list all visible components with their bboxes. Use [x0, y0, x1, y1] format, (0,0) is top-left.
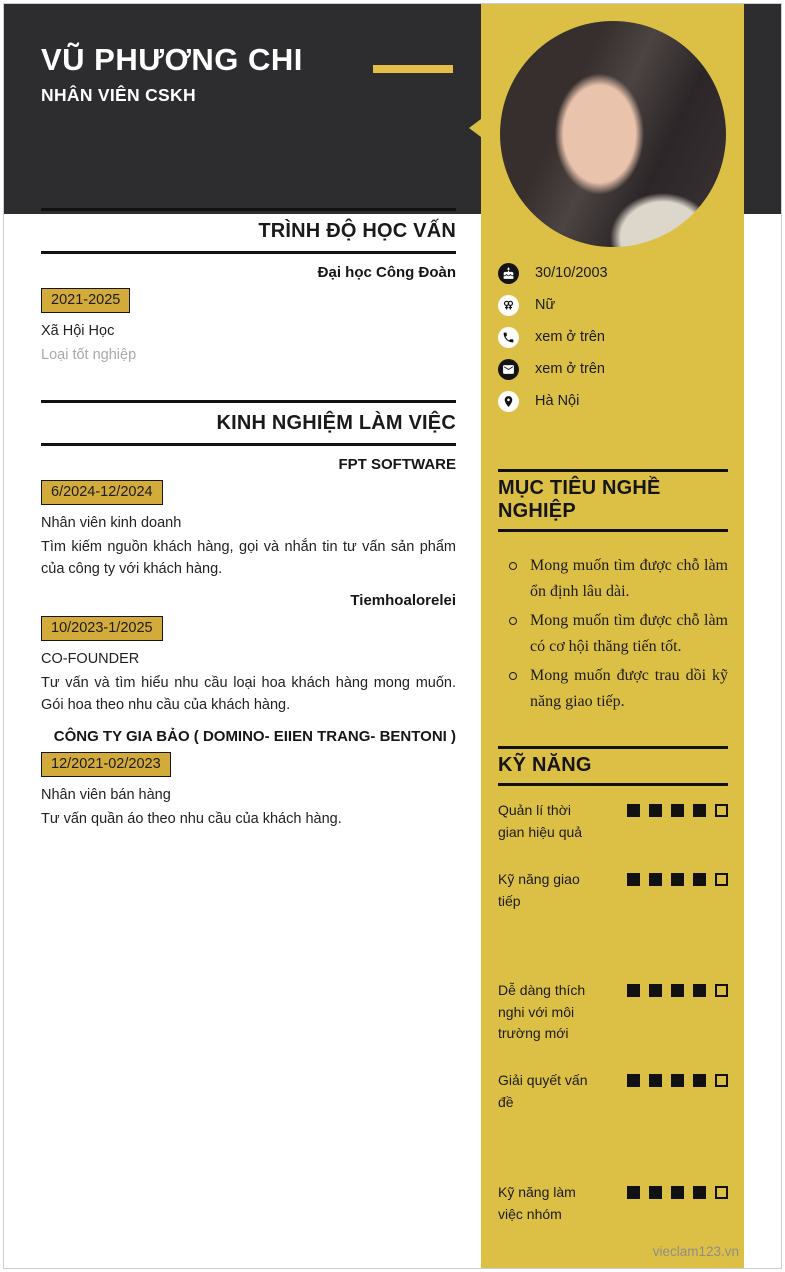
skill-row: [498, 980, 728, 1070]
gender-icon: [498, 295, 519, 316]
job-company: Tiemhoalorelei: [350, 592, 456, 609]
email-value: xem ở trên: [535, 361, 605, 377]
skill-square: [671, 804, 684, 817]
objective-list: [498, 553, 728, 715]
skill-label: Giải quyết vấn đề: [498, 1072, 588, 1110]
experience-section-title: KINH NGHIỆM LÀM VIỆC: [41, 400, 456, 446]
job-period-badge: 12/2021-02/2023: [41, 752, 171, 777]
skills-section: [498, 746, 728, 1225]
education-major: Xã Hội Học: [41, 323, 115, 339]
job-company: FPT SOFTWARE: [338, 456, 456, 473]
objective-item: Mong muốn tìm được chỗ làm có cơ hội thăng tiến tốt.: [508, 608, 728, 660]
left-column: [41, 208, 456, 842]
experience-section: [41, 400, 456, 830]
skill-square: [715, 873, 728, 886]
skills-section-title: KỸ NĂNG: [498, 746, 728, 786]
birthday-value: 30/10/2003: [535, 265, 608, 281]
gender-value: Nữ: [535, 297, 556, 313]
skill-rating: [627, 1070, 728, 1087]
skill-square: [627, 1074, 640, 1087]
job-description: Tìm kiếm nguồn khách hàng, gọi và nhắn tin tư vấn sản phẩm của công ty với khách hàng.: [41, 539, 456, 577]
job-description: Tư vấn và tìm hiểu nhu cầu loại hoa khách hàng mong muốn. Gói hoa theo nhu cầu của khách hàng.: [41, 675, 456, 713]
skill-label: Quản lí thời gian hiệu quả: [498, 802, 583, 840]
email-icon: [498, 359, 519, 380]
skill-square: [693, 804, 706, 817]
skill-row: [498, 1070, 728, 1182]
cv-page-inner: [3, 3, 782, 1269]
job-entry: [41, 728, 456, 830]
skill-square: [649, 984, 662, 997]
profile-photo: [500, 21, 726, 247]
job-role: Nhân viên bán hàng: [41, 787, 171, 803]
skill-square: [649, 804, 662, 817]
location-icon: [498, 391, 519, 412]
sidebar: [481, 4, 744, 1268]
objective-section: [498, 469, 728, 715]
skill-rating: [627, 1182, 728, 1199]
education-grade-placeholder[interactable]: Loại tốt nghiệp: [41, 347, 137, 363]
objective-item: Mong muốn được trau dồi kỹ năng giao tiếp.: [508, 663, 728, 715]
education-period-badge: 2021-2025: [41, 288, 130, 313]
education-school: Đại học Công Đoàn: [317, 264, 456, 281]
skill-row: [498, 800, 728, 869]
skill-label: Dễ dàng thích nghi với môi trường mới: [498, 982, 586, 1041]
job-period-badge: 10/2023-1/2025: [41, 616, 163, 641]
accent-bar: [373, 65, 453, 73]
job-title: NHÂN VIÊN CSKH: [41, 85, 196, 105]
skill-row: [498, 869, 728, 980]
skill-square: [693, 984, 706, 997]
birthday-icon: [498, 263, 519, 284]
skill-square: [627, 804, 640, 817]
job-period-badge: 6/2024-12/2024: [41, 480, 163, 505]
skill-square: [627, 873, 640, 886]
skill-label: Kỹ năng giao tiếp: [498, 871, 580, 909]
site-watermark: vieclam123.vn: [652, 1244, 739, 1259]
job-entry: [41, 456, 456, 580]
skill-row: [498, 1182, 728, 1225]
skill-rating: [627, 869, 728, 886]
skill-square: [715, 804, 728, 817]
job-role: CO-FOUNDER: [41, 651, 140, 667]
candidate-name: VŨ PHƯƠNG CHI: [41, 42, 303, 77]
contact-row-location: [498, 385, 728, 417]
objective-section-title: MỤC TIÊU NGHỀ NGHIỆP: [498, 469, 728, 532]
phone-value: xem ở trên: [535, 329, 605, 345]
skill-square: [693, 1074, 706, 1087]
skill-square: [649, 1186, 662, 1199]
skill-square: [671, 984, 684, 997]
phone-icon: [498, 327, 519, 348]
job-role: Nhân viên kinh doanh: [41, 515, 182, 531]
skill-square: [649, 1074, 662, 1087]
skill-square: [671, 873, 684, 886]
skill-square: [671, 1186, 684, 1199]
skill-square: [627, 984, 640, 997]
sidebar-arrow-decoration: [469, 119, 481, 137]
skill-rating: [627, 800, 728, 817]
skill-square: [715, 1186, 728, 1199]
skill-square: [627, 1186, 640, 1199]
contact-list: [481, 257, 744, 417]
objective-item: Mong muốn tìm được chỗ làm ổn định lâu dài.: [508, 553, 728, 605]
job-entry: [41, 592, 456, 716]
contact-row-birthday: [498, 257, 728, 289]
skill-square: [693, 1186, 706, 1199]
job-description: Tư vấn quần áo theo nhu cầu của khách hàng.: [41, 811, 342, 827]
contact-row-phone: [498, 321, 728, 353]
skill-rating: [627, 980, 728, 997]
skill-square: [649, 873, 662, 886]
skill-label: Kỹ năng làm việc nhóm: [498, 1184, 576, 1222]
skill-square: [715, 984, 728, 997]
skills-list: [498, 800, 728, 1225]
education-section-title: TRÌNH ĐỘ HỌC VẤN: [41, 208, 456, 254]
skill-square: [693, 873, 706, 886]
job-company: CÔNG TY GIA BẢO ( DOMINO- EIIEN TRANG- BENTONI ): [53, 728, 456, 745]
contact-row-email: [498, 353, 728, 385]
skill-square: [715, 1074, 728, 1087]
skill-square: [671, 1074, 684, 1087]
location-value: Hà Nội: [535, 393, 580, 409]
education-section: [41, 208, 456, 366]
contact-row-gender: [498, 289, 728, 321]
